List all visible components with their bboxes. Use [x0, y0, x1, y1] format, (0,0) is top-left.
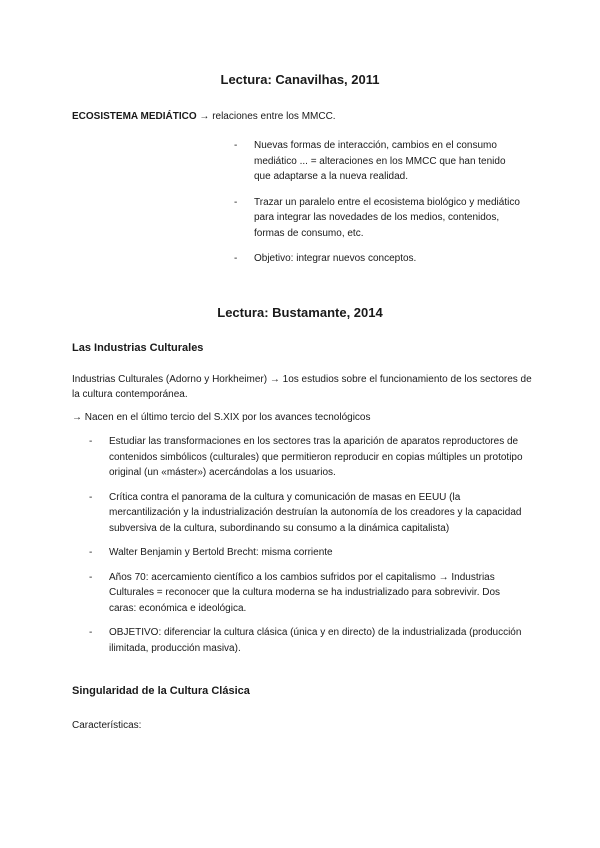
lectura-bustamante-title: Lectura: Bustamante, 2014	[217, 305, 383, 320]
list-item	[234, 195, 524, 242]
industrias-culturales-heading: Las Industrias Culturales	[72, 342, 204, 354]
list-item-text: Objetivo: integrar nuevos conceptos.	[254, 253, 417, 264]
singularidad-heading: Singularidad de la Cultura Clásica	[72, 685, 250, 697]
list-item-text: Estudiar las transformaciones en los sectores tras la aparición de aparatos reproductores de contenidos simbólicos (culturales) que permitieron reproducir en copias múltiples un prototipo original (un «máster») acercándolas a los usuarios.	[109, 436, 523, 478]
bullet-dash: -	[89, 627, 93, 638]
bullet-dash: -	[89, 547, 93, 558]
list-item-text: OBJETIVO: diferenciar la cultura clásica (única y en directo) de la industrializada (producción ilimitada, producción masiva).	[109, 627, 522, 654]
list-item-text: Crítica contra el panorama de la cultura y comunicación de masas en EEUU (la mercantilización y la industrialización destruían la autonomía de los creadores y la capacidad subversiva de la cultura, subordinando su consumo a la dinámica capitalista)	[109, 491, 522, 534]
bullet-dash: -	[234, 140, 238, 151]
list-item	[234, 251, 524, 267]
list-item-text: Años 70: acercamiento científico a los cambios sufridos por el capitalismo → Industrias Culturales = reconocer que la cultura moderna se ha industrializado para sobrevivir. Dos caras: económica e ideológica.	[109, 571, 501, 614]
industrias-culturales-paragraph: Industrias Culturales (Adorno y Horkheimer) → 1os estudios sobre el funcionamiento de los sectores de la cultura contemporánea.	[72, 374, 532, 400]
bullet-dash: -	[234, 196, 238, 208]
bullet-dash: -	[89, 571, 93, 583]
ecosistema-rest: → relaciones entre los MMCC.	[196, 111, 336, 122]
list-item	[89, 545, 529, 561]
list-item	[234, 138, 524, 185]
list-item-text: Trazar un paralelo entre el ecosistema biológico y mediático para integrar las novedades de los medios, contenidos, formas de consumo, etc.	[254, 196, 520, 239]
list-item-text: Nuevas formas de interacción, cambios en el consumo mediático ... = alteraciones en los MMCC que han tenido que adaptarse a la nueva realidad.	[254, 140, 506, 182]
nacen-paragraph: → Nacen en el último tercio del S.XIX por los avances tecnológicos	[72, 412, 371, 423]
ecosistema-term: ECOSISTEMA MEDIÁTICO	[72, 111, 197, 122]
lectura-canavilhas-title: Lectura: Canavilhas, 2011	[220, 72, 380, 87]
list-item	[89, 570, 529, 617]
caracteristicas-label: Características:	[72, 720, 142, 731]
ecosistema-definition	[72, 109, 532, 124]
bustamante-bullet-list	[89, 434, 529, 665]
bullet-dash: -	[89, 491, 93, 503]
bullet-dash: -	[89, 436, 93, 447]
list-item	[89, 434, 529, 481]
list-item	[89, 625, 529, 656]
list-item-text: Walter Benjamin y Bertold Brecht: misma corriente	[109, 547, 333, 558]
bullet-dash: -	[234, 253, 238, 264]
list-item	[89, 490, 529, 537]
canavilhas-bullet-list	[234, 138, 524, 277]
